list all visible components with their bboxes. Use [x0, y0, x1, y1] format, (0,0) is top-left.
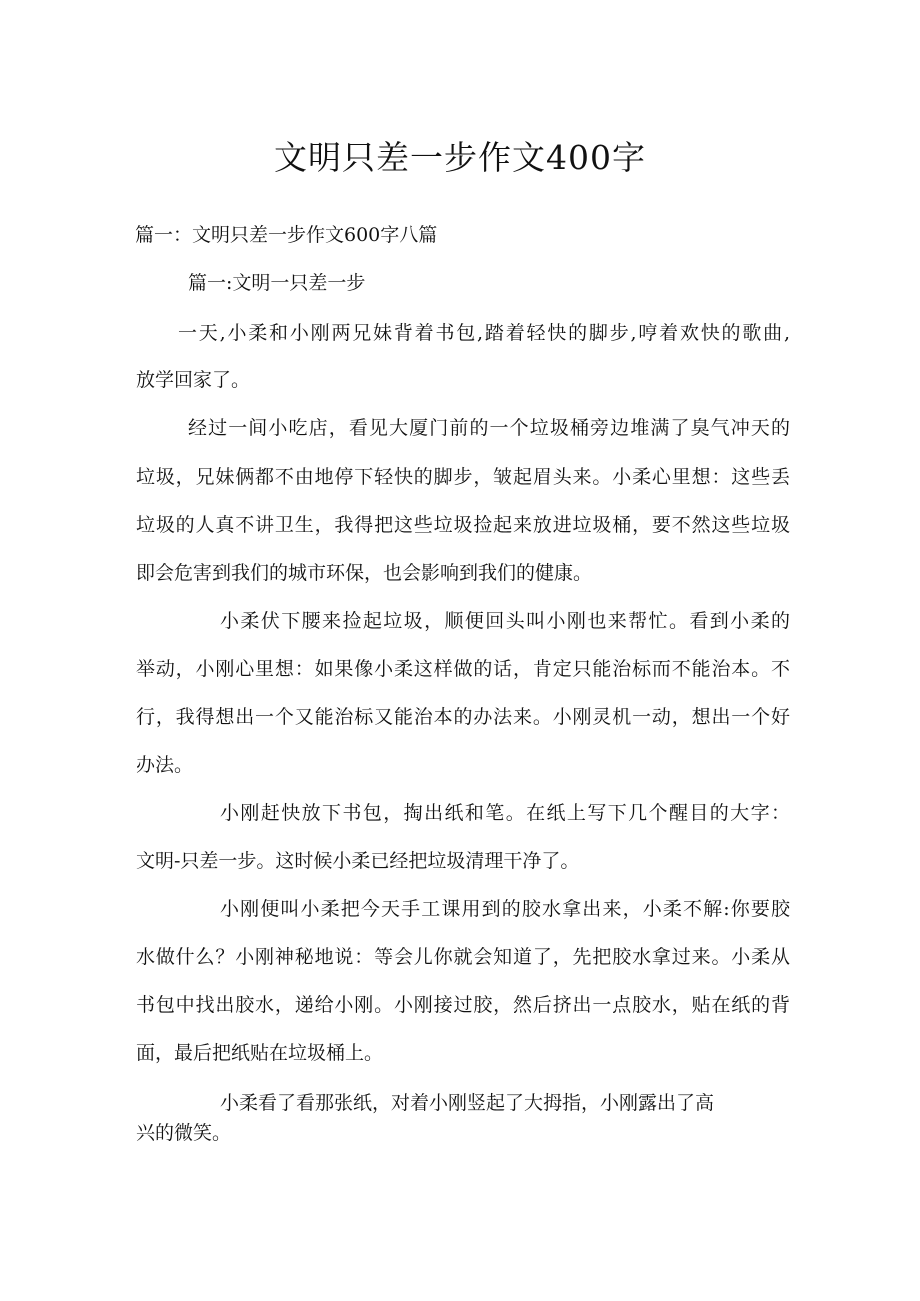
paragraph-5-line-1: 小刚便叫小柔把今天手工课用到的胶水拿出来，小柔不解:你要胶 [220, 898, 790, 920]
paragraph-6-line-1: 小柔看了看那张纸，对着小刚竖起了大拇指，小刚露出了高 [220, 1092, 715, 1114]
paragraph-6-line-2: 兴的微笑。 [136, 1122, 232, 1144]
paragraph-3-line-2: 举动，小刚心里想：如果像小柔这样做的话，肯定只能治标而不能治本。不 [136, 658, 790, 680]
section-heading: 篇一：文明只差一步作文600字八篇 [135, 224, 438, 246]
paragraph-4-line-1: 小刚赶快放下书包，掏出纸和笔。在纸上写下几个醒目的大字： [220, 802, 790, 824]
paragraph-1-line-1: 一天,小柔和小刚两兄妹背着书包,踏着轻快的脚步,哼着欢快的歌曲, [178, 322, 790, 344]
paragraph-3-line-1: 小柔伏下腰来捡起垃圾，顺便回头叫小刚也来帮忙。看到小柔的 [220, 610, 790, 632]
paragraph-4-line-2: 文明-只差一步。这时候小柔已经把垃圾清理干净了。 [136, 850, 580, 872]
subheading: 篇一:文明一只差一步 [188, 272, 366, 294]
paragraph-5-line-4: 面，最后把纸贴在垃圾桶上。 [136, 1042, 384, 1064]
paragraph-3-line-4: 办法。 [136, 754, 194, 776]
paragraph-1-line-2: 放学回家了。 [136, 369, 251, 391]
paragraph-5-line-3: 书包中找出胶水，递给小刚。小刚接过胶，然后挤出一点胶水，贴在纸的背 [136, 994, 790, 1016]
paragraph-2-line-2: 垃圾，兄妹俩都不由地停下轻快的脚步，皱起眉头来。小柔心里想：这些丢 [136, 466, 790, 488]
document-title: 文明只差一步作文400字 [274, 138, 646, 177]
paragraph-2-line-1: 经过一间小吃店，看见大厦门前的一个垃圾桶旁边堆满了臭气冲天的 [188, 417, 790, 439]
paragraph-5-line-2: 水做什么？小刚神秘地说：等会儿你就会知道了，先把胶水拿过来。小柔从 [136, 946, 790, 968]
paragraph-2-line-3: 垃圾的人真不讲卫生，我得把这些垃圾捡起来放进垃圾桶，要不然这些垃圾 [136, 514, 790, 536]
paragraph-2-line-4: 即会危害到我们的城市环保，也会影响到我们的健康。 [136, 562, 593, 584]
paragraph-3-line-3: 行，我得想出一个又能治标又能治本的办法来。小刚灵机一动，想出一个好 [136, 706, 790, 728]
